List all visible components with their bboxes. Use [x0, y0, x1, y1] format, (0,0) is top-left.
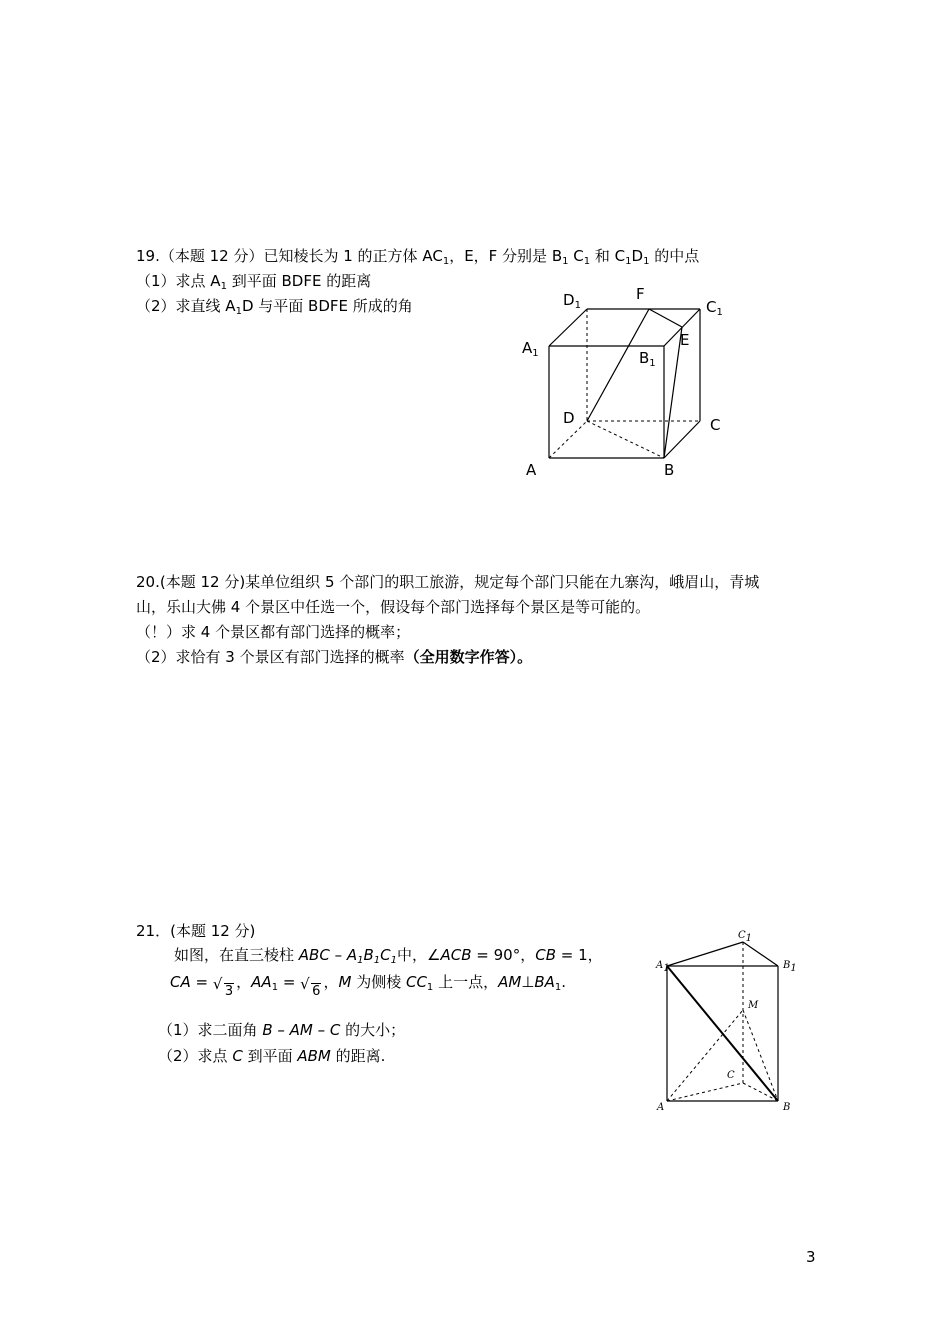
q21-stem-line1: 如图，在直三棱柱 ABC – $A_1B_1C_1$中，∠ACB = 90°，CB = 1， — [174, 946, 603, 966]
q19-part1: （1）求点 $A_1$ 到平面 BDFE 的距离 — [136, 272, 372, 292]
page-number: 3 — [806, 1248, 816, 1266]
label-A1: $A_1$ — [656, 960, 670, 974]
label-B: B — [783, 1102, 791, 1113]
q20-line2: 山，乐山大佛 4 个景区中任选一个，假设每个部门选择每个景区是等可能的。 — [136, 598, 651, 616]
q21-title: 21．(本题 12 分) — [136, 922, 256, 940]
label-M: M — [748, 1000, 759, 1011]
label-C1: $C_1$ — [738, 930, 753, 944]
label-A1: $A_1$ — [522, 339, 539, 359]
label-D1: $D_1$ — [563, 291, 581, 311]
q19-title: 19.（本题 12 分）已知棱长为 1 的正方体 $AC_1$，E，F 分别是 $B_1$ $C_1$ 和 $C_1D_1$ 的中点 — [136, 247, 700, 267]
label-C: C — [727, 1070, 735, 1081]
label-C1: $C_1$ — [706, 298, 723, 318]
label-D: D — [563, 409, 575, 427]
label-B1: $B_1$ — [639, 349, 656, 369]
label-E: E — [680, 331, 690, 349]
label-F: F — [636, 285, 645, 303]
label-C: C — [710, 416, 721, 434]
q20-part1: （！）求 4 个景区都有部门选择的概率； — [136, 623, 411, 641]
q20-part2: （2）求恰有 3 个景区有部门选择的概率（全用数字作答）。 — [136, 648, 533, 666]
q21-part2: （2）求点 C 到平面 ABM 的距离. — [158, 1047, 386, 1065]
label-A: A — [526, 461, 537, 479]
label-A: A — [657, 1102, 665, 1113]
label-B1: $B_1$ — [783, 960, 797, 974]
q21-part1: （1）求二面角 B – AM – C 的大小； — [158, 1021, 406, 1039]
q21-stem-line2: CA = √ 3，$AA_1$ = √ 6，M 为侧棱 $CC_1$ 上一点，$AM\perp BA_1$. — [170, 973, 567, 999]
q19-part2: （2）求直线 $A_1D$ 与平面 BDFE 所成的角 — [136, 297, 413, 317]
q20-line1: 20.(本题 12 分)某单位组织 5 个部门的职工旅游，规定每个部门只能在九寨沟，峨眉山，青城 — [136, 573, 760, 591]
label-B: B — [664, 461, 675, 479]
